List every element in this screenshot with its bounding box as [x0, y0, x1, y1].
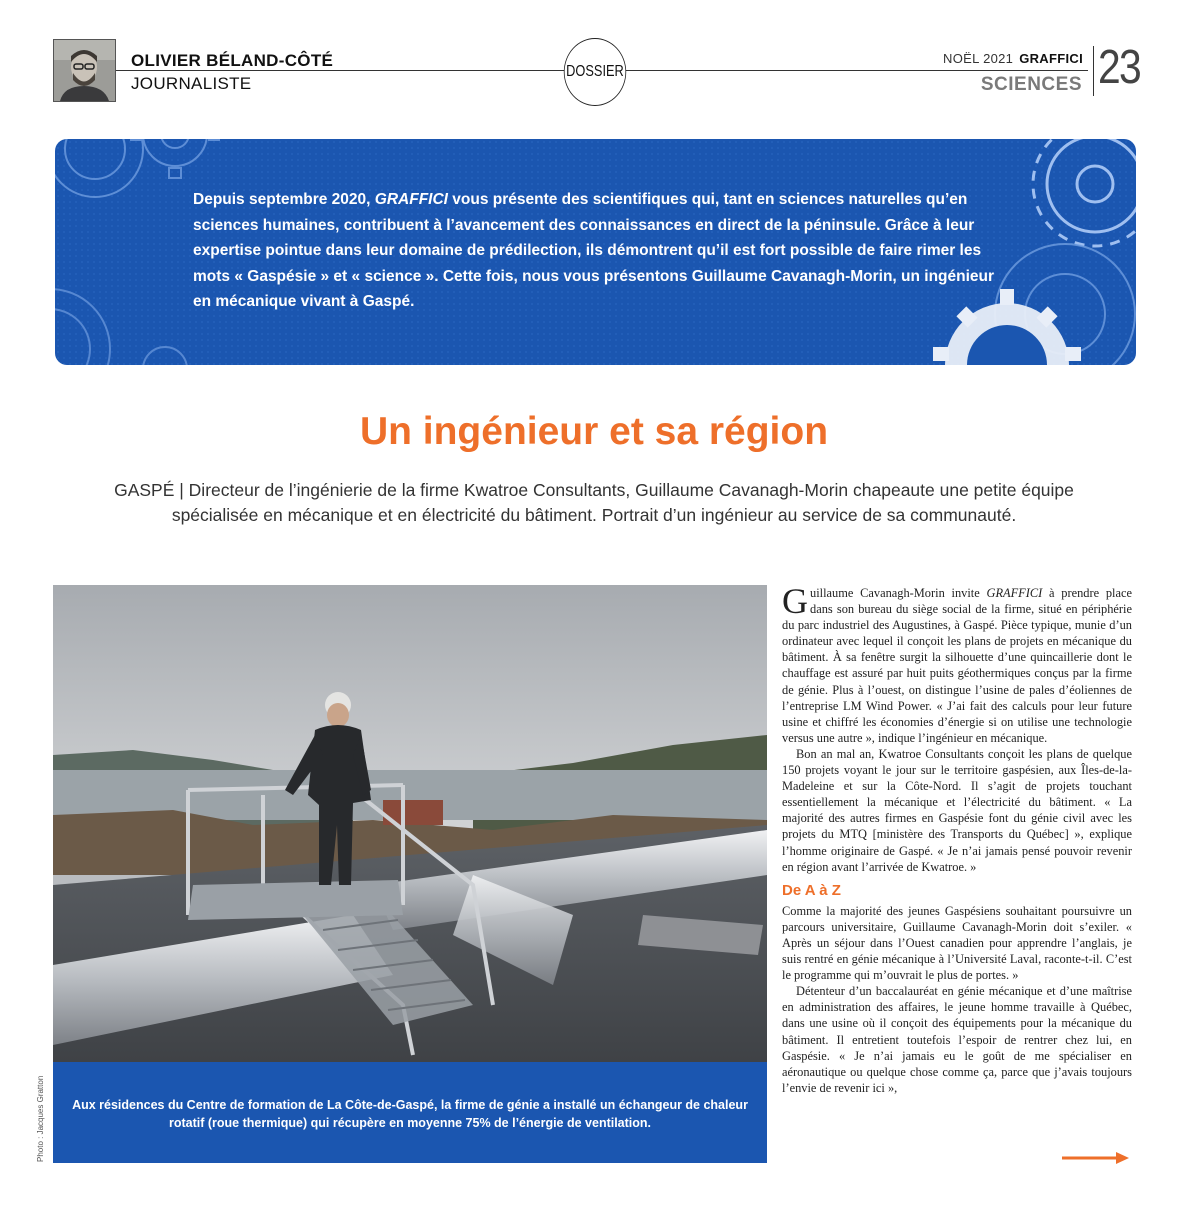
intro-text — [193, 187, 1003, 315]
section-label: SCIENCES — [980, 74, 1082, 95]
issue-date: NOËL 2021 — [943, 51, 1014, 66]
paragraph-1 — [782, 581, 1132, 746]
author-role: JOURNALISTE — [131, 74, 252, 93]
dossier-label: DOSSIER — [566, 63, 624, 80]
publication-name: GRAFFICI — [1019, 51, 1083, 66]
paragraph-1-text-a: uillaume Cavanagh-Morin invite — [810, 586, 987, 600]
paragraph-3: Comme la majorité des jeunes Gaspésiens souhaitant poursuivre un parcours universitaire, Guillaume Cavanagh-Morin doit s’exiler. « Après un séjour dans l’Ouest canadien pour apprendre l’anglais, je suis rentré en génie mécanique à l’Université Laval, raconte-t-il. C’est le programme qui m’ouvrait le plus de portes. » — [782, 903, 1132, 983]
paragraph-1-text-b: à prendre place dans son bureau du siège social de la firme, situé en périphérie du parc industriel des Augustines, à Gaspé. Pièce typique, munie d’un ordinateur avec lequel il conçoit les plans de projets en mécanique du bâtiment. À sa fenêtre surgit la silhouette d’une quincaillerie dont le chauffage est assuré par huit puits géothermiques conçus par la firme de génie. Plus à l’ouest, on distingue l’usine de pales d’éoliennes de l’entreprise LM Wind Power. « J’ai fait des calculs pour leur future usine et chiffré les économies d’énergie si on utilise une technologie versus une autre », indique l’ingénieur en mécanique. — [782, 586, 1132, 745]
continue-arrow-icon — [1062, 1151, 1130, 1165]
drop-cap: G — [782, 581, 808, 621]
page-number: 23 — [1098, 41, 1140, 94]
article-lead: GASPÉ | Directeur de l’ingénierie de la firme Kwatroe Consultants, Guillaume Cavanagh-Morin chapeaute une petite équipe spécialisée en mécanique et en électricité du bâtiment. Portrait d’un ingénieur au service de sa communauté. — [114, 480, 1074, 525]
paragraph-1-publication: GRAFFICI — [986, 586, 1043, 600]
subheading: De A à Z — [782, 881, 841, 899]
article-photo — [53, 585, 767, 1062]
dossier-badge — [564, 38, 626, 106]
page-number-divider — [1093, 46, 1094, 96]
intro-publication: GRAFFICI — [374, 191, 448, 208]
intro-text-part1: Depuis septembre 2020, — [193, 191, 375, 208]
article-headline: Un ingénieur et sa région — [359, 410, 829, 453]
article-body — [782, 581, 1132, 1096]
author-avatar — [53, 39, 116, 102]
paragraph-2: Bon an mal an, Kwatroe Consultants conçoit les plans de quelque 150 projets voyant le jour sur le territoire gaspésien, aux Îles-de-la-Madeleine et sur la Côte-Nord. Il s’agit de projets touchant essentiellement la mécanique et l’électricité du bâtiment. « La majorité des autres firmes en Gaspésie font du génie civil avec les projets du MTQ [ministère des Transports du Québec] », explique l’homme originaire de Gaspé. « Je n’ai jamais pensé pouvoir revenir en région avant l’arrivée de Kwatroe. » — [782, 746, 1132, 874]
issue-line — [943, 51, 1083, 66]
photo-caption: Aux résidences du Centre de formation de La Côte-de-Gaspé, la firme de génie a installé un échangeur de chaleur rotatif (roue thermique) qui récupère en moyenne 75% de l’énergie de ventilation. — [72, 1098, 748, 1130]
intro-banner — [55, 139, 1136, 365]
author-name: OLIVIER BÉLAND-CÔTÉ — [131, 51, 334, 70]
photo-credit: Photo : Jacques Gratton — [36, 1075, 45, 1162]
paragraph-4: Détenteur d’un baccalauréat en génie mécanique et d’une maîtrise en administration des affaires, le jeune homme travaille à Québec, dans une usine où il conçoit des équipements pour la mécanique du bâtiment. Il entretient toutefois l’espoir de rentrer chez lui, en Gaspésie. « Je n’ai jamais eu le goût de me spécialiser en aéronautique ou quelque chose comme ça, parce que j’avais toujours l’envie de revenir ici », — [782, 984, 1132, 1095]
intro-text-part2: vous présente des scientifiques qui, tant en sciences naturelles qu’en sciences humaines, contribuent à l’avancement des connaissances en direct de la péninsule. Grâce à leur expertise pointue dans leur domaine de prédilection, ils démontrent qu’il est fort possible de faire rimer les mots « Gaspésie » et « science ». Cette fois, nous vous présentons Guillaume Cavanagh-Morin, un ingénieur en mécanique vivant à Gaspé. — [193, 191, 995, 310]
